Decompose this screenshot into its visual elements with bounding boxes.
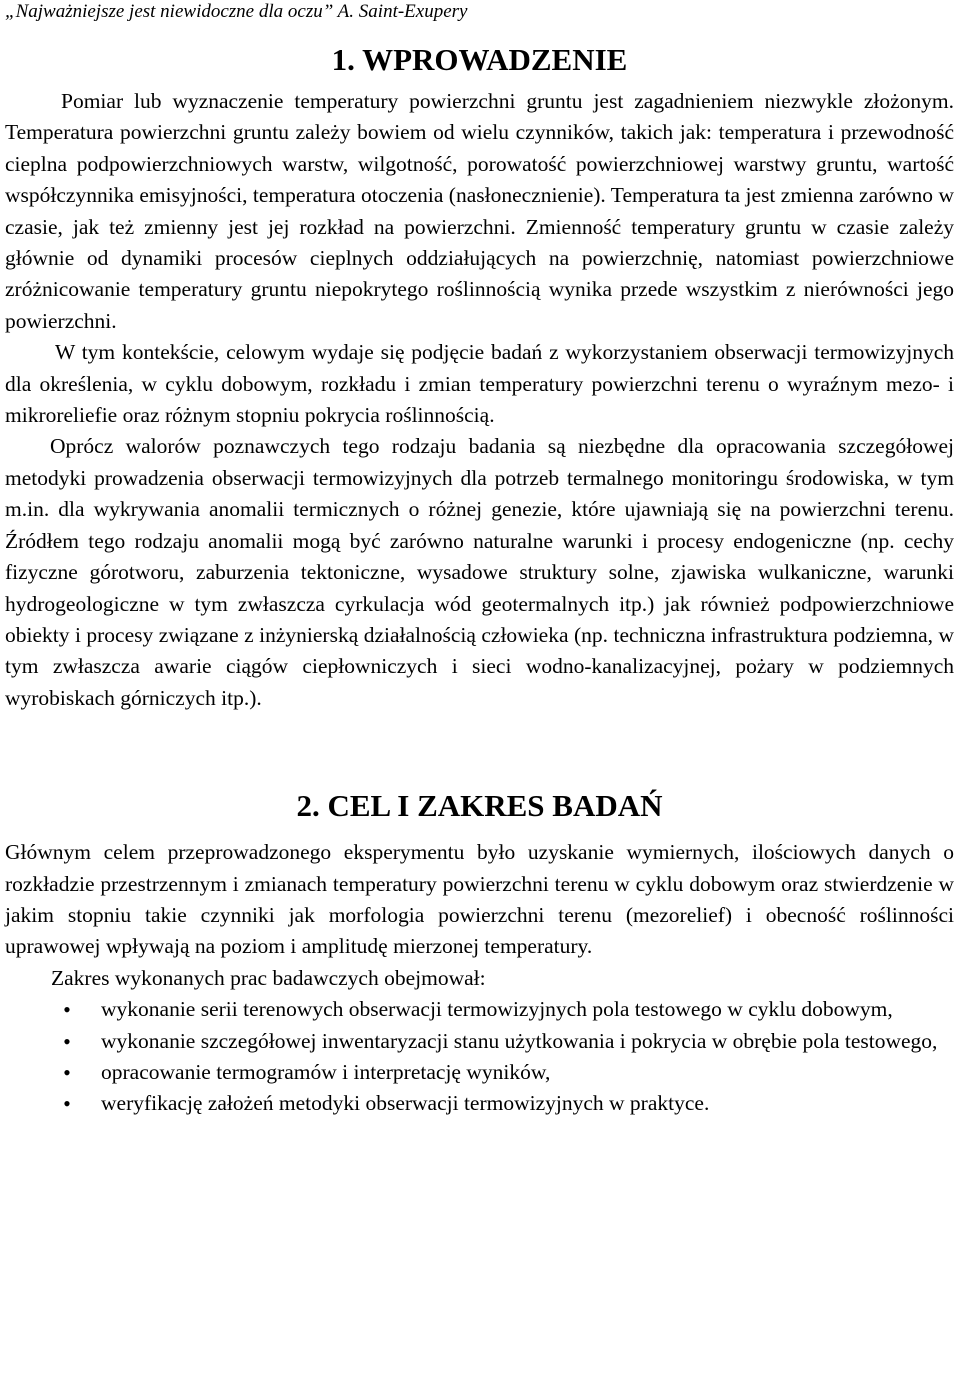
bullet-icon: • bbox=[63, 1028, 71, 1054]
paragraph: Pomiar lub wyznaczenie temperatury powierzchni gruntu jest zagadnieniem niezwykle złożonym. Temperatura powierzchni gruntu zależy bowiem od wielu czynników, takich jak: temperatura i przewodność cieplna podpowierzchniowych warstw, wilgotność, porowatość powierzchniowej warstwy gruntu, wartość współczynnika emisyjności, temperatura otoczenia (nasłonecznienie). Temperatura ta jest zmienna zarówno w czasie, jak też zmienny jest jej rozkład na powierzchni. Zmienność temperatury gruntu w czasie zależy głównie od dynamiki procesów cieplnych oddziałujących na powierzchnię, natomiast powierzchniowe zróżnicowanie temperatury gruntu niepokrytego roślinnością wynika przede wszystkim z nierówności jego powierzchni. bbox=[5, 89, 954, 333]
paragraph: W tym kontekście, celowym wydaje się podjęcie badań z wykorzystaniem obserwacji termowizyjnych dla określenia, w cyklu dobowym, rozkładu i zmian temperatury powierzchni terenu o wyraźnym mezo- i mikroreliefie oraz różnym stopniu pokrycia roślinnością. bbox=[5, 340, 954, 428]
paragraph: Głównym celem przeprowadzonego eksperymentu było uzyskanie wymiernych, ilościowych danych o rozkładzie przestrzennym i zmianach temperatury powierzchni terenu w cyklu dobowym oraz stwierdzenie w jakim stopniu takie czynniki jak morfologia powierzchni terenu (mezorelief) i obecność roślinności uprawowej wpływają na poziom i amplitudę mierzonej temperatury. bbox=[5, 840, 954, 959]
list-item-text: wykonanie szczegółowej inwentaryzacji stanu użytkowania i pokrycia w obrębie pola testowego, bbox=[101, 1028, 938, 1053]
list-item bbox=[5, 1088, 954, 1119]
bullet-icon: • bbox=[63, 1059, 71, 1085]
introduction-body bbox=[5, 86, 954, 714]
bullet-icon: • bbox=[63, 1091, 71, 1117]
list-item-text: wykonanie serii terenowych obserwacji termowizyjnych pola testowego w cyklu dobowym, bbox=[101, 997, 893, 1022]
scope-intro: Zakres wykonanych prac badawczych obejmował: bbox=[51, 965, 486, 990]
motto-quote: „Najważniejsze jest niewidoczne dla oczu” A. Saint-Exupery bbox=[5, 1, 468, 22]
goals-scope-body bbox=[5, 837, 954, 1120]
list-item bbox=[5, 1026, 954, 1057]
paragraph: Oprócz walorów poznawczych tego rodzaju badania są niezbędne dla opracowania szczegółowej metodyki prowadzenia obserwacji termowizyjnych dla potrzeb termalnego monitoringu środowiska, w tym m.in. dla wykrywania anomalii termicznych o różnej genezie, które ujawniają się na powierzchni terenu. Źródłem tego rodzaju anomalii mogą być zarówno naturalne warunki i procesy endogeniczne (np. cechy fizyczne górotworu, zaburzenia tektoniczne, wysadowe struktury solne, zjawiska wulkaniczne, warunki hydrogeologiczne w tym zwłaszcza cyrkulacja wód geotermalnych itp.) jak również podpowierzchniowe obiekty i procesy związane z inżynierską działalnością człowieka (np. techniczna infrastruktura podziemna, w tym zwłaszcza awarie ciągów ciepłowniczych i sieci wodno-kanalizacyjnej, pożary w podziemnych wyrobiskach górniczych itp.). bbox=[5, 434, 954, 710]
list-item-text: weryfikację założeń metodyki obserwacji termowizyjnych w praktyce. bbox=[101, 1091, 710, 1116]
section-heading-introduction: 1. WPROWADZENIE bbox=[331, 42, 628, 77]
section-heading-goals-scope: 2. CEL I ZAKRES BADAŃ bbox=[296, 788, 663, 824]
list-item-text: opracowanie termogramów i interpretację wyników, bbox=[101, 1059, 551, 1084]
list-item bbox=[5, 1057, 954, 1088]
scope-list bbox=[5, 994, 954, 1120]
bullet-icon: • bbox=[63, 997, 71, 1023]
list-item bbox=[5, 994, 954, 1025]
